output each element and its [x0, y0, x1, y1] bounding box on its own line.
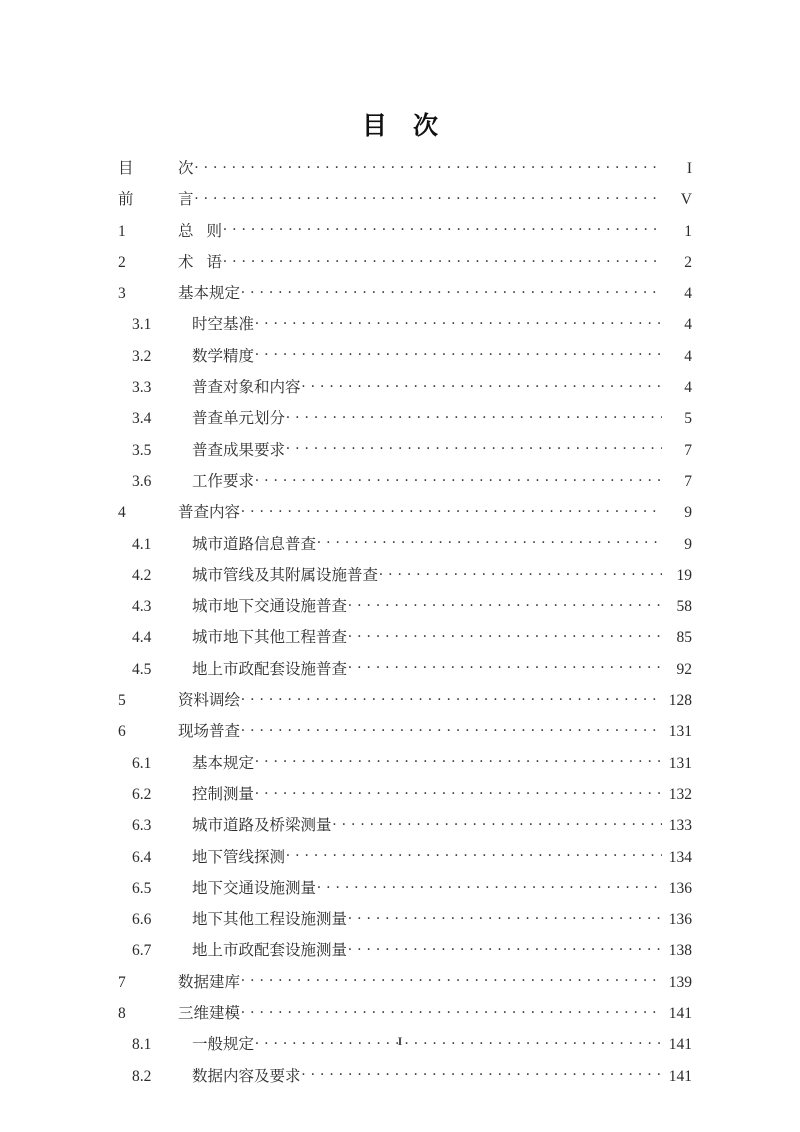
toc-dot-leader — [241, 1003, 662, 1019]
toc-dot-leader — [348, 627, 662, 643]
toc-dot-leader — [286, 846, 662, 862]
toc-entry[interactable] — [118, 1001, 692, 1032]
toc-entry-title: 数学精度 — [192, 347, 255, 365]
toc-entry[interactable] — [118, 594, 692, 625]
toc-entry[interactable] — [118, 1064, 692, 1095]
toc-entry-page-number: 4 — [684, 379, 692, 397]
toc-entry-number: 3.2 — [132, 347, 152, 365]
toc-entry[interactable] — [118, 219, 692, 250]
toc-entry-title: 地下管线探测 — [192, 848, 286, 866]
toc-entry-number: 6 — [118, 723, 126, 741]
toc-entry[interactable] — [118, 907, 692, 938]
toc-entry-number: 8 — [118, 1005, 126, 1023]
toc-entry[interactable] — [118, 500, 692, 531]
toc-entry-number: 3.3 — [132, 379, 152, 397]
toc-entry-title: 现场普查 — [178, 723, 241, 741]
toc-entry-page-number: 141 — [668, 1067, 692, 1085]
toc-entry[interactable] — [118, 312, 692, 343]
toc-dot-leader — [255, 783, 662, 799]
toc-entry-title: 次 — [178, 160, 194, 177]
toc-entry-page-number: 4 — [684, 347, 692, 365]
toc-entry-number: 4.2 — [132, 566, 152, 584]
toc-entry-title: 城市地下交通设施普查 — [192, 598, 348, 616]
toc-dot-leader — [255, 752, 662, 768]
toc-entry-title: 地上市政配套设施普查 — [192, 660, 348, 678]
toc-entry-page-number: 5 — [684, 410, 692, 428]
toc-dot-leader — [286, 439, 662, 455]
toc-entry-page-number: 134 — [668, 848, 692, 866]
toc-entry-title: 总 则 — [178, 222, 223, 240]
toc-entry-page-number: V — [680, 191, 692, 209]
toc-dot-leader — [348, 940, 662, 956]
toc-entry[interactable] — [118, 876, 692, 907]
toc-entry-title: 控制测量 — [192, 785, 255, 803]
toc-entry-page-number: 131 — [668, 723, 692, 741]
toc-entry-title: 城市地下其他工程普查 — [192, 629, 348, 647]
toc-dot-leader — [348, 596, 662, 612]
toc-entry-number: 目 — [118, 160, 134, 177]
toc-dot-leader — [317, 877, 662, 893]
page-title — [0, 112, 800, 142]
toc-entry[interactable] — [118, 406, 692, 437]
toc-entry-number: 3.5 — [132, 441, 152, 459]
toc-entry-title: 时空基准 — [192, 316, 255, 334]
toc-entry-number: 7 — [118, 973, 126, 991]
toc-entry-page-number: 132 — [668, 785, 692, 803]
toc-entry-title: 地下交通设施测量 — [192, 879, 317, 897]
toc-entry-page-number: 136 — [668, 879, 692, 897]
toc-entry-title: 数据建库 — [178, 973, 241, 991]
toc-entry-page-number: 9 — [684, 504, 692, 522]
toc-entry[interactable] — [118, 845, 692, 876]
toc-entry-number: 4 — [118, 504, 126, 522]
toc-dot-leader — [302, 1065, 662, 1081]
toc-entry-number: 6.7 — [132, 942, 152, 960]
toc-dot-leader — [195, 158, 662, 174]
toc-entry-title: 一般规定 — [192, 1036, 255, 1054]
page-title-char-1: 目 — [361, 113, 387, 140]
toc-entry-number: 6.1 — [132, 754, 152, 772]
toc-entry-page-number: 4 — [684, 285, 692, 303]
toc-entry[interactable] — [118, 250, 692, 281]
toc-entry-number: 4.1 — [132, 535, 152, 553]
toc-entry-title: 资料调绘 — [178, 692, 241, 710]
toc-entry-page-number: 85 — [676, 629, 692, 647]
toc-entry-title: 基本规定 — [178, 285, 241, 303]
table-of-contents — [118, 156, 692, 1095]
toc-dot-leader — [241, 502, 662, 518]
toc-entry-title: 言 — [178, 191, 194, 209]
toc-entry-page-number: 1 — [684, 222, 692, 240]
toc-entry-number: 8.2 — [132, 1067, 152, 1085]
toc-entry-number: 6.4 — [132, 848, 152, 866]
toc-entry-page-number: 141 — [668, 1036, 692, 1054]
toc-entry-title: 城市道路及桥梁测量 — [192, 817, 332, 835]
toc-entry[interactable] — [118, 657, 692, 688]
toc-dot-leader — [241, 971, 662, 987]
toc-dot-leader — [255, 345, 662, 361]
toc-entry[interactable] — [118, 469, 692, 500]
toc-entry[interactable] — [118, 970, 692, 1001]
toc-entry-page-number: 128 — [668, 692, 692, 710]
toc-entry[interactable] — [118, 281, 692, 312]
toc-entry[interactable] — [118, 625, 692, 656]
toc-entry-number: 3.6 — [132, 472, 152, 490]
toc-entry-page-number: 139 — [668, 973, 692, 991]
toc-dot-leader — [241, 721, 662, 737]
toc-entry[interactable] — [118, 751, 692, 782]
toc-entry-page-number: 138 — [668, 942, 692, 960]
toc-dot-leader — [241, 283, 662, 299]
toc-entry-title: 基本规定 — [192, 754, 255, 772]
page-title-char-2: 次 — [413, 113, 439, 140]
toc-entry-title: 普查单元划分 — [192, 410, 286, 428]
toc-dot-leader — [348, 909, 662, 925]
toc-entry-page-number: 19 — [676, 566, 692, 584]
toc-entry-page-number: 2 — [684, 253, 692, 271]
toc-entry-number: 3.1 — [132, 316, 152, 334]
toc-entry-title: 术 语 — [178, 253, 223, 271]
toc-entry-page-number: 7 — [684, 472, 692, 490]
toc-dot-leader — [348, 658, 662, 674]
toc-entry-number: 4.3 — [132, 598, 152, 616]
toc-entry-number: 6.3 — [132, 817, 152, 835]
toc-entry-number: 3 — [118, 285, 126, 303]
toc-entry-title: 普查内容 — [178, 504, 241, 522]
toc-dot-leader — [379, 564, 662, 580]
toc-entry-page-number: 4 — [684, 316, 692, 334]
toc-entry-number: 6.2 — [132, 785, 152, 803]
toc-dot-leader — [195, 189, 662, 205]
toc-entry-page-number: 58 — [676, 598, 692, 616]
toc-entry-number: 前 — [118, 191, 134, 209]
toc-entry-number: 6.6 — [132, 911, 152, 929]
page-folio: I — [397, 1036, 403, 1048]
toc-entry-title: 普查对象和内容 — [192, 379, 301, 397]
toc-entry[interactable] — [118, 719, 692, 750]
toc-entry-page-number: 9 — [684, 535, 692, 553]
toc-dot-leader — [302, 377, 662, 393]
toc-dot-leader — [241, 690, 662, 706]
toc-dot-leader — [223, 220, 662, 236]
toc-entry-number: 4.4 — [132, 629, 152, 647]
toc-entry-page-number: 141 — [668, 1005, 692, 1023]
toc-entry-number: 1 — [118, 222, 126, 240]
toc-dot-leader — [255, 470, 662, 486]
toc-dot-leader — [286, 408, 662, 424]
toc-entry-number: 4.5 — [132, 660, 152, 678]
toc-dot-leader — [333, 815, 662, 831]
toc-entry[interactable] — [118, 438, 692, 469]
toc-entry[interactable] — [118, 156, 692, 187]
toc-entry[interactable] — [118, 938, 692, 969]
toc-entry-title: 数据内容及要求 — [192, 1067, 301, 1085]
toc-entry-number: 5 — [118, 692, 126, 710]
toc-entry-title: 城市管线及其附属设施普查 — [192, 566, 379, 584]
toc-entry-page-number: I — [686, 160, 692, 177]
toc-dot-leader — [317, 533, 662, 549]
toc-entry-title: 地上市政配套设施测量 — [192, 942, 348, 960]
toc-entry[interactable] — [118, 782, 692, 813]
toc-entry-page-number: 92 — [676, 660, 692, 678]
toc-entry[interactable] — [118, 187, 692, 218]
toc-entry-title: 城市道路信息普查 — [192, 535, 317, 553]
toc-entry-number: 3.4 — [132, 410, 152, 428]
toc-entry[interactable] — [118, 813, 692, 844]
toc-entry-title: 普查成果要求 — [192, 441, 286, 459]
toc-entry-page-number: 133 — [668, 817, 692, 835]
toc-entry[interactable] — [118, 532, 692, 563]
toc-entry-number: 2 — [118, 253, 126, 271]
toc-entry[interactable] — [118, 688, 692, 719]
toc-dot-leader — [223, 251, 662, 267]
toc-dot-leader — [255, 314, 662, 330]
toc-entry-page-number: 136 — [668, 911, 692, 929]
toc-entry[interactable] — [118, 375, 692, 406]
toc-entry-title: 工作要求 — [192, 472, 255, 490]
toc-entry-page-number: 7 — [684, 441, 692, 459]
toc-entry[interactable] — [118, 344, 692, 375]
toc-entry-number: 8.1 — [132, 1036, 152, 1054]
toc-entry-title: 三维建模 — [178, 1005, 241, 1023]
toc-entry-number: 6.5 — [132, 879, 152, 897]
toc-entry-page-number: 131 — [668, 754, 692, 772]
toc-entry-title: 地下其他工程设施测量 — [192, 911, 348, 929]
toc-entry[interactable] — [118, 563, 692, 594]
